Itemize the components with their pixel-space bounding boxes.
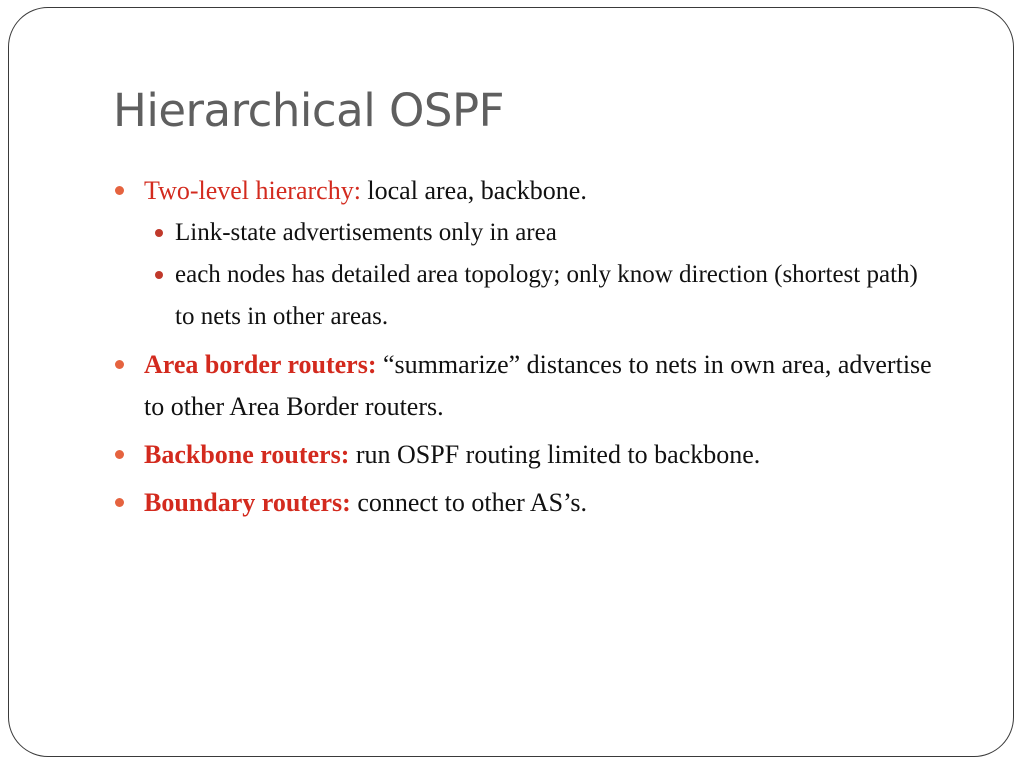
bullet-lead: Area border routers: [144,350,377,379]
slide-title: Hierarchical OSPF [113,84,505,137]
sub-bullet-area-topology [144,254,933,338]
bullet-lead: Backbone routers: [144,440,350,469]
sub-bullet-text: each nodes has detailed area topology; only know direction (shortest path) to nets in other areas. [175,261,918,330]
bullet-marker [115,360,124,369]
bullet-area-border-routers [113,344,933,428]
bullet-text: “summarize” distances to nets in own area, advertise to other Area Border routers. [144,350,932,421]
bullet-marker [115,498,124,507]
bullet-boundary-routers [113,482,933,524]
bullet-text: connect to other AS’s. [350,488,587,517]
bullet-text: run OSPF routing limited to backbone. [349,440,761,469]
sub-bullet-marker [155,229,163,237]
bullet-lead: Boundary routers: [144,488,351,517]
bullet-marker [115,186,124,195]
slide-body [113,170,933,524]
bullet-text: local area, backbone. [360,176,587,205]
bullet-two-level-hierarchy [113,170,933,212]
bullet-lead: Two-level hierarchy: [144,176,361,205]
sub-bullet-text: Link-state advertisements only in area [175,219,557,246]
bullet-marker [115,450,124,459]
sub-bullet-link-state [144,212,933,254]
bullet-backbone-routers [113,434,933,476]
sub-bullet-marker [155,271,163,279]
